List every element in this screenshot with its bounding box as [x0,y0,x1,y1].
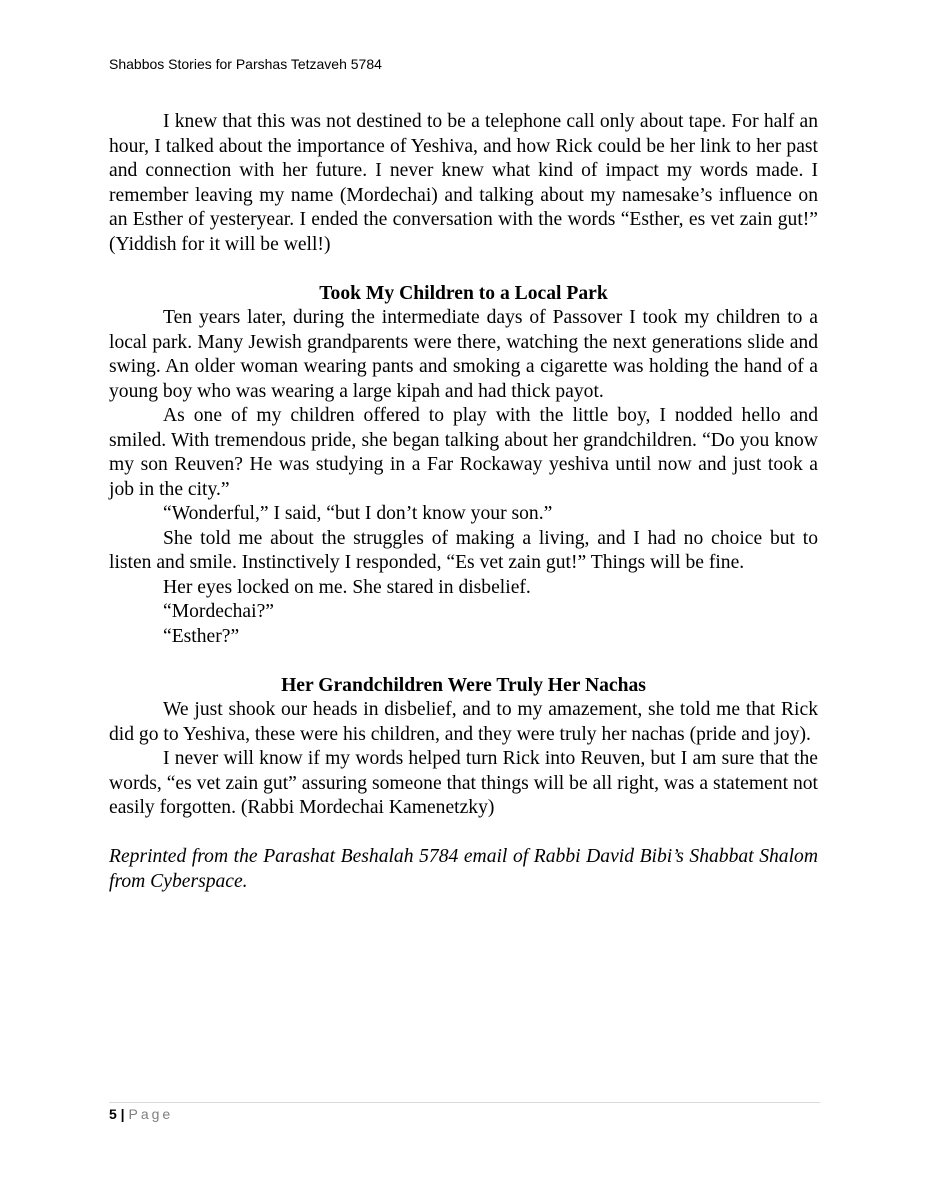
section-heading-nachas: Her Grandchildren Were Truly Her Nachas [281,674,646,696]
paragraph-shook-heads: We just shook our heads in disbelief, and to my amazement, she told me that Rick did go to Yeshiva, these were his children, and they were truly her nachas (pride and joy). [109,699,818,745]
section-gap [109,257,818,282]
paragraph-mordechai: “Mordechai?” [163,601,274,622]
footer-divider [109,1102,820,1103]
running-header: Shabbos Stories for Parshas Tetzaveh 5784 [109,56,382,72]
paragraph-park: Ten years later, during the intermediate days of Passover I took my children to a local park. Many Jewish grandparents were there, watching the next generations slide and swing. An older woman wearing pants and smoking a cigarette was holding the hand of a young boy who was wearing a large kipah and had thick payot. [109,307,818,402]
reprint-credit: Reprinted from the Parashat Beshalah 5784 email of Rabbi David Bibi’s Shabbat Shalom from Cyberspace. [109,846,818,892]
paragraph-eyes-locked: Her eyes locked on me. She stared in disbelief. [163,576,531,598]
page-label: Page [128,1106,174,1122]
page-footer [109,1106,173,1122]
story-content [109,110,818,894]
paragraph-phone-call: I knew that this was not destined to be a telephone call only about tape. For half an hour, I talked about the importance of Yeshiva, and how Rick could be her link to her past and connection with her future. I never knew what kind of impact my words made. I remember leaving my name (Mordechai) and talking about my namesake’s influence on an Esther of yesteryear. I ended the conversation with the words “Esther, es vet zain gut!” (Yiddish for it will be well!) [109,111,818,255]
paragraph-struggles: She told me about the struggles of making a living, and I had no choice but to listen and smile. Instinctively I responded, “Es vet zain gut!” Things will be fine. [109,527,818,573]
page-number: 5 [109,1106,117,1122]
page-separator: | [116,1106,129,1122]
section-gap [109,821,818,846]
section-heading-park: Took My Children to a Local Park [319,282,608,304]
paragraph-never-know: I never will know if my words helped turn Rick into Reuven, but I am sure that the words, “es vet zain gut” assuring someone that things will be all right, was a statement not easily forgotten. (Rabbi Mordechai Kamenetzky) [109,748,818,818]
paragraph-grandchildren: As one of my children offered to play with the little boy, I nodded hello and smiled. With tremendous pride, she began talking about her grandchildren. “Do you know my son Reuven? He was studying in a Far Rockaway yeshiva until now and just took a job in the city.” [109,405,818,500]
paragraph-wonderful: “Wonderful,” I said, “but I don’t know your son.” [163,503,553,524]
paragraph-esther: “Esther?” [163,625,240,647]
section-gap [109,649,818,674]
